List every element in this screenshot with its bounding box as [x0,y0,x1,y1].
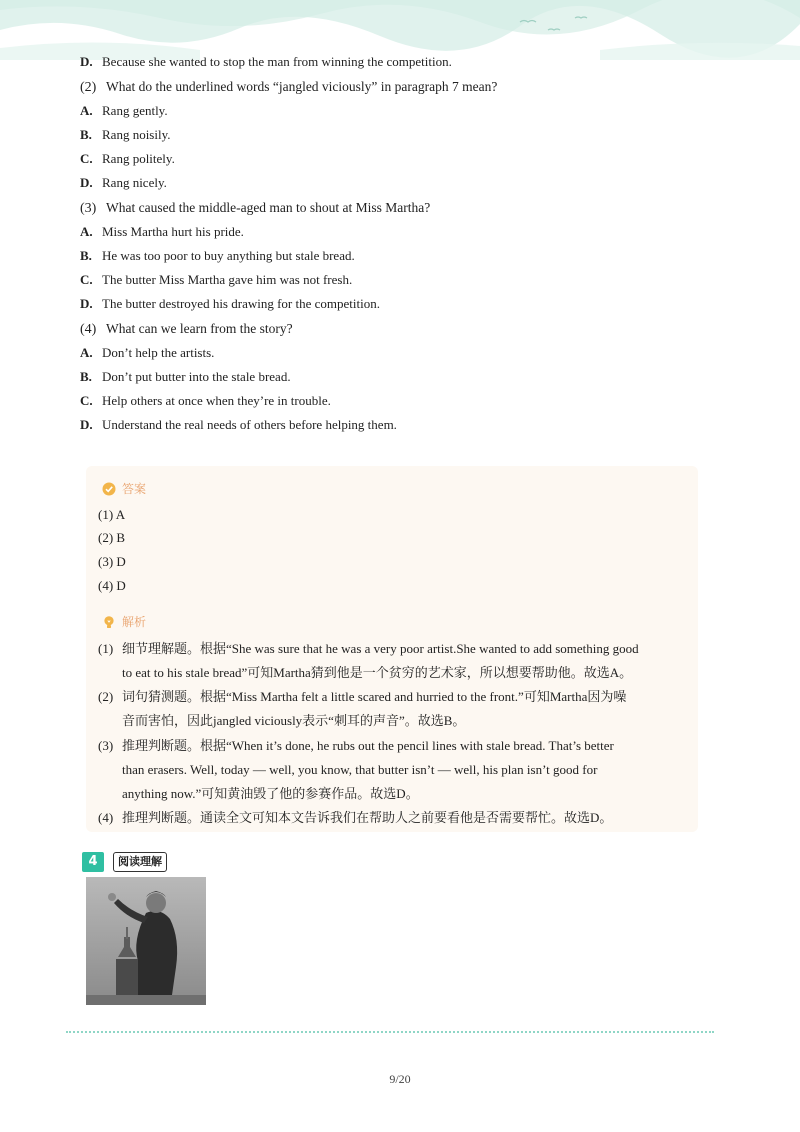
option-2d: D. Rang nicely. [80,175,167,190]
answer-2: (2) B [98,530,126,545]
explanation-heading: 解析 [102,613,146,630]
option-2a: A. Rang gently. [80,103,168,118]
section-divider [66,1031,714,1033]
option-4a: A. Don’t help the artists. [80,345,215,360]
question-content [80,50,720,437]
answer-heading: 答案 [102,480,146,497]
option-3b: B. He was too poor to buy anything but stale bread. [80,248,355,263]
explanation-3: (3) 推理判断题。根据“When it’s done, he rubs out the pencil lines with stale bread. That’s better than erasers. Well, today — well, you know, that butter isn’t — well, his plan isn’t good for anything now.”可知黄油毁了他的参赛作品。故选D。 [98,738,614,801]
option-4c: C. Help others at once when they’re in trouble. [80,393,331,408]
option-1d: D. Because she wanted to stop the man from winning the competition. [80,54,452,69]
question-2-stem: (2) What do the underlined words “jangled viciously” in paragraph 7 mean? [80,79,498,95]
lightbulb-icon [102,615,116,629]
option-2b: B. Rang noisily. [80,127,171,142]
check-badge-icon [102,482,116,496]
option-2c: C. Rang politely. [80,151,175,166]
explanation-2: (2) 词句猜测题。根据“Miss Martha felt a little scared and hurried to the front.”可知Martha因为噪 音而害怕，因此jangled viciously表示“刺耳的声音”。故选B。 [98,689,627,728]
question-type-label: 阅读理解 [113,852,167,872]
question-number-badge: 4 [82,852,104,872]
question-3-stem: (3) What caused the middle-aged man to shout at Miss Martha? [80,200,431,216]
answer-4: (4) D [98,578,126,593]
question-4-stem: (4) What can we learn from the story? [80,321,293,337]
explanation-1: (1) 细节理解题。根据“She was sure that he was a very poor artist.She wanted to add something good to eat to his stale bread”可知Martha猜到他是一个贫穷的艺术家，所以想要帮助他。故选A。 [98,641,639,680]
answer-3: (3) D [98,554,126,569]
answer-1: (1) A [98,507,126,522]
photo-woman-laboratory [86,877,206,1005]
option-3d: D. The butter destroyed his drawing for the competition. [80,296,380,311]
option-3a: A. Miss Martha hurt his pride. [80,224,244,239]
option-4d: D. Understand the real needs of others before helping them. [80,417,397,432]
option-4b: B. Don’t put butter into the stale bread. [80,369,291,384]
page-number: 9/20 [389,1072,411,1086]
option-3c: C. The butter Miss Martha gave him was not fresh. [80,272,353,287]
explanation-4: (4) 推理判断题。通读全文可知本文告诉我们在帮助人之前要看他是否需要帮忙。故选D。 [98,810,613,825]
